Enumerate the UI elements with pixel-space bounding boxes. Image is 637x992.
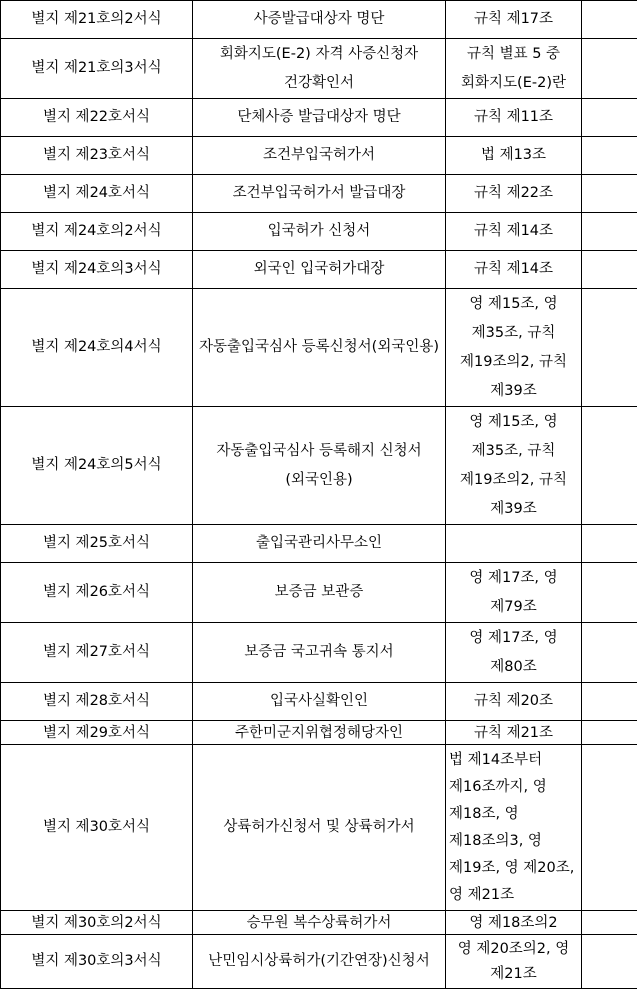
form-name: 조건부입국허가서 발급대장 (193, 175, 446, 213)
memo-cell (582, 1, 637, 39)
memo-cell (582, 745, 637, 911)
memo-cell (582, 251, 637, 289)
legal-basis (446, 525, 582, 563)
table-row (1, 39, 637, 99)
table-row (1, 137, 637, 175)
form-number: 별지 제30호의3서식 (1, 935, 193, 989)
legal-basis: 규칙 제22조 (446, 175, 582, 213)
legal-basis: 영 제18조의2 (446, 911, 582, 935)
form-name: 자동출입국심사 등록신청서(외국인용) (193, 289, 446, 407)
table-row (1, 911, 637, 935)
form-number: 별지 제28호서식 (1, 683, 193, 721)
form-number: 별지 제21호의3서식 (1, 39, 193, 99)
form-name: 난민임시상륙허가(기간연장)신청서 (193, 935, 446, 989)
legal-basis: 법 제14조부터 제16조까지, 영 제18조, 영 제18조의3, 영 제19조, 영 제20조, 영 제21조 (446, 745, 582, 911)
form-name: 입국허가 신청서 (193, 213, 446, 251)
legal-basis: 규칙 제20조 (446, 683, 582, 721)
legal-basis: 영 제17조, 영 제80조 (446, 623, 582, 683)
form-number: 별지 제25호서식 (1, 525, 193, 563)
form-name: 출입국관리사무소인 (193, 525, 446, 563)
legal-basis: 규칙 제17조 (446, 1, 582, 39)
form-number: 별지 제24호의4서식 (1, 289, 193, 407)
legal-basis: 영 제15조, 영 제35조, 규칙 제19조의2, 규칙 제39조 (446, 407, 582, 525)
table-row (1, 175, 637, 213)
form-name: 회화지도(E-2) 자격 사증신청자 건강확인서 (193, 39, 446, 99)
memo-cell (582, 721, 637, 745)
memo-cell (582, 213, 637, 251)
legal-basis: 규칙 제14조 (446, 251, 582, 289)
form-number: 별지 제26호서식 (1, 563, 193, 623)
memo-cell (582, 137, 637, 175)
form-number: 별지 제29호서식 (1, 721, 193, 745)
form-name: 사증발급대상자 명단 (193, 1, 446, 39)
form-name: 보증금 보관증 (193, 563, 446, 623)
memo-cell (582, 175, 637, 213)
memo-cell (582, 407, 637, 525)
form-number: 별지 제24호의3서식 (1, 251, 193, 289)
memo-cell (582, 683, 637, 721)
legal-basis: 규칙 별표 5 중 회화지도(E-2)란 (446, 39, 582, 99)
form-name: 외국인 입국허가대장 (193, 251, 446, 289)
form-number: 별지 제27호서식 (1, 623, 193, 683)
table-row (1, 935, 637, 989)
table-row (1, 721, 637, 745)
table-row (1, 289, 637, 407)
form-name: 자동출입국심사 등록해지 신청서(외국인용) (193, 407, 446, 525)
form-name: 보증금 국고귀속 통지서 (193, 623, 446, 683)
form-number: 별지 제23호서식 (1, 137, 193, 175)
table-row (1, 683, 637, 721)
table-row (1, 563, 637, 623)
form-number: 별지 제30호서식 (1, 745, 193, 911)
table-row (1, 213, 637, 251)
table-row (1, 251, 637, 289)
form-name: 상륙허가신청서 및 상륙허가서 (193, 745, 446, 911)
form-number: 별지 제30호의2서식 (1, 911, 193, 935)
form-number: 별지 제22호서식 (1, 99, 193, 137)
form-name: 승무원 복수상륙허가서 (193, 911, 446, 935)
table-row (1, 623, 637, 683)
form-number: 별지 제24호의5서식 (1, 407, 193, 525)
table-row (1, 525, 637, 563)
table-row (1, 407, 637, 525)
legal-basis: 영 제20조의2, 영 제21조 (446, 935, 582, 989)
form-name: 조건부입국허가서 (193, 137, 446, 175)
memo-cell (582, 99, 637, 137)
legal-basis: 규칙 제14조 (446, 213, 582, 251)
memo-cell (582, 563, 637, 623)
form-number: 별지 제24호서식 (1, 175, 193, 213)
legal-basis: 영 제17조, 영 제79조 (446, 563, 582, 623)
memo-cell (582, 623, 637, 683)
memo-cell (582, 39, 637, 99)
form-name: 입국사실확인인 (193, 683, 446, 721)
legal-basis: 규칙 제21조 (446, 721, 582, 745)
legal-basis: 규칙 제11조 (446, 99, 582, 137)
table-row (1, 1, 637, 39)
table-row (1, 745, 637, 911)
legal-basis: 법 제13조 (446, 137, 582, 175)
form-number: 별지 제24호의2서식 (1, 213, 193, 251)
form-number: 별지 제21호의2서식 (1, 1, 193, 39)
memo-cell (582, 525, 637, 563)
memo-cell (582, 935, 637, 989)
form-name: 주한미군지위협정해당자인 (193, 721, 446, 745)
form-name: 단체사증 발급대상자 명단 (193, 99, 446, 137)
legal-basis: 영 제15조, 영 제35조, 규칙 제19조의2, 규칙 제39조 (446, 289, 582, 407)
memo-cell (582, 289, 637, 407)
memo-cell (582, 911, 637, 935)
table-row (1, 99, 637, 137)
